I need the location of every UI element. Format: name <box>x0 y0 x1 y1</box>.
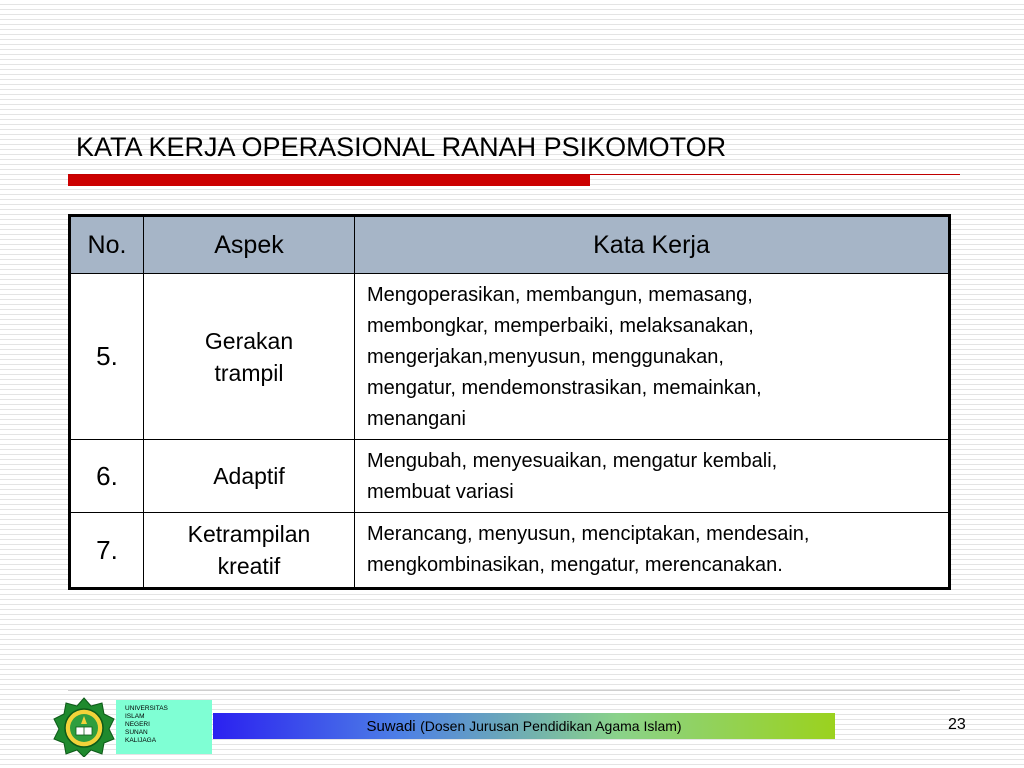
page-number: 23 <box>948 716 966 733</box>
aspek-line: Ketrampilan <box>187 521 311 547</box>
kata-kerja-line: membuat variasi <box>367 481 514 503</box>
row-aspek <box>144 513 355 589</box>
row-number: 7. <box>70 513 144 589</box>
university-seal-icon <box>52 697 116 757</box>
footer-author-bar <box>213 713 835 739</box>
header-no: No. <box>70 216 144 274</box>
header-kata-kerja: Kata Kerja <box>355 216 950 274</box>
kata-kerja-line: mengerjakan,menyusun, menggunakan, <box>367 346 724 368</box>
kata-kerja-line: membongkar, memperbaiki, melaksanakan, <box>367 315 754 337</box>
kata-kerja-line: mengatur, mendemonstrasikan, memainkan, <box>367 377 762 399</box>
row-number: 6. <box>70 440 144 513</box>
university-name-box <box>116 700 212 754</box>
footer-divider <box>68 690 960 691</box>
kata-kerja-line: menangani <box>367 408 466 430</box>
table-row <box>70 274 950 440</box>
university-name-line: KALIJAGA <box>125 737 157 744</box>
kata-kerja-line: Mengoperasikan, membangun, memasang, <box>367 284 753 306</box>
row-kata-kerja <box>355 440 950 513</box>
row-kata-kerja <box>355 274 950 440</box>
kata-kerja-line: Mengubah, menyesuaikan, mengatur kembali, <box>367 450 778 472</box>
footer-author: Suwadi <box>366 718 416 735</box>
university-name-line: NEGERI <box>125 721 150 728</box>
header-aspek: Aspek <box>144 216 355 274</box>
kata-kerja-table <box>68 214 951 590</box>
title-underline-thick <box>68 175 590 186</box>
row-aspek <box>144 274 355 440</box>
aspek-line: Adaptif <box>213 463 285 489</box>
university-name-line: SUNAN <box>125 729 148 736</box>
aspek-line: kreatif <box>217 553 281 579</box>
kata-kerja-line: mengkombinasikan, mengatur, merencanakan. <box>367 554 783 576</box>
row-aspek <box>144 440 355 513</box>
university-name-line: ISLAM <box>125 713 145 720</box>
aspek-line: trampil <box>214 359 284 386</box>
kata-kerja-line: Merancang, menyusun, menciptakan, mendesain, <box>367 523 810 545</box>
table-row <box>70 513 950 589</box>
table-row <box>70 440 950 513</box>
row-number: 5. <box>70 274 144 440</box>
footer-author-description: (Dosen Jurusan Pendidikan Agama Islam) <box>420 718 682 734</box>
slide-title: KATA KERJA OPERASIONAL RANAH PSIKOMOTOR <box>76 132 727 162</box>
aspek-line: Gerakan <box>204 327 294 354</box>
university-name-line: UNIVERSITAS <box>125 705 168 712</box>
table-header-row <box>70 216 950 274</box>
row-kata-kerja <box>355 513 950 589</box>
